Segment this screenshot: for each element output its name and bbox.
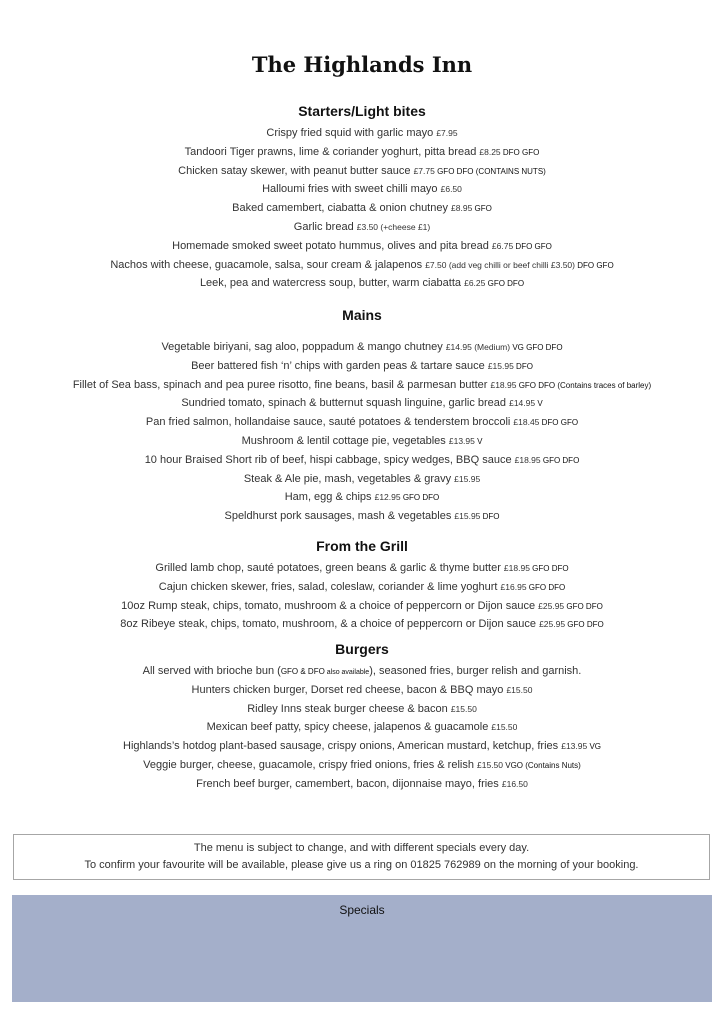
menu-item: [0, 775, 724, 794]
menu-item-tag: GFO: [472, 204, 492, 214]
menu-list: [0, 681, 724, 794]
menu-item-price: £13.95: [448, 435, 475, 446]
menu-item-text: 10oz Rump steak, chips, tomato, mushroom & a choice of peppercorn or Dijon sauce: [121, 599, 539, 612]
menu-item: [0, 274, 724, 293]
menu-item-price: £8.95: [451, 203, 473, 214]
menu-item-tag: V: [535, 399, 543, 409]
menu-list: [0, 338, 724, 526]
menu-item-tag: GFO DFO: [565, 620, 604, 630]
menu-item: [0, 413, 724, 432]
menu-item-text: Grilled lamb chop, sauté potatoes, green beans & garlic & thyme butter: [155, 562, 504, 574]
menu-item-text: Pan fried salmon, hollandaise sauce, sauté potatoes & tenderstem broccoli: [145, 416, 514, 429]
intro-tag: GFO & DFO: [280, 667, 325, 676]
menu-item-price: £15.95: [454, 511, 481, 522]
menu-item-tag: VG GFO DFO: [510, 343, 563, 352]
menu-item-text: Fillet of Sea bass, spinach and pea puree risotto, fine beans, basil & parmesan butter: [72, 378, 491, 391]
menu-item-text: 8oz Ribeye steak, chips, tomato, mushroom, & a choice of peppercorn or Dijon sauce: [120, 618, 540, 631]
menu-item-price: £7.50 (add veg chilli or beef chilli £3.50): [425, 259, 575, 270]
menu-item-price: £8.25: [479, 146, 501, 157]
menu-item: [0, 218, 724, 237]
menu-item-price: £25.95: [538, 600, 565, 611]
note-line-1: The menu is subject to change, and with different specials every day.: [193, 842, 530, 854]
menu-item-text: Crispy fried squid with garlic mayo: [266, 127, 437, 139]
menu-item-text: Tandoori Tiger prawns, lime & coriander yoghurt, pitta bread: [184, 145, 480, 158]
menu-item-text: French beef burger, camembert, bacon, dijonnaise mayo, fries: [196, 777, 502, 790]
section-heading: Starters/Light bites: [298, 103, 426, 119]
menu-item-tag: DFO GFO: [539, 418, 579, 428]
menu-item-tag: GFO DFO: [564, 601, 603, 611]
menu-item-tag: V: [474, 436, 483, 446]
menu-item-price: £13.95: [561, 741, 588, 752]
intro-small: also available: [324, 669, 370, 676]
menu-item-price: £3.50 (+cheese £1): [356, 221, 431, 232]
menu-item-text: Sundried tomato, spinach & butternut squash linguine, garlic bread: [181, 397, 510, 410]
menu-item: [0, 199, 724, 218]
menu-item: [0, 180, 724, 199]
specials-label: Specials: [339, 903, 385, 917]
menu-item-price: £16.95: [500, 581, 527, 592]
menu-item-tag: DFO GFO: [575, 260, 614, 270]
menu-item-text: Halloumi fries with sweet chilli mayo: [262, 183, 441, 196]
menu-item-text: Mushroom & lentil cottage pie, vegetables: [241, 434, 449, 447]
menu-item-tag: GFO DFO: [485, 279, 525, 289]
menu-item: [0, 237, 724, 256]
note-line-2: To confirm your favourite will be available, please give us a ring on 01825 762989 on the morning of your booking.: [84, 859, 639, 871]
menu-item-tag: DFO: [513, 361, 533, 371]
menu-item-price: £15.50: [450, 703, 477, 714]
menu-item: [0, 143, 724, 162]
menu-item-text: Steak & Ale pie, mash, vegetables & gravy: [243, 472, 455, 485]
menu-item-tag: GFO DFO (CONTAINS NUTS): [434, 166, 546, 176]
menu-item: [0, 432, 724, 451]
menu-item-tag: VG: [587, 742, 601, 752]
section-heading: Burgers: [335, 641, 389, 657]
menu-item-text: 10 hour Braised Short rib of beef, hispi cabbage, spicy wedges, BBQ sauce: [144, 453, 515, 466]
burgers-intro: [0, 662, 724, 681]
menu-item-price: £14.95 (Medium): [445, 342, 511, 352]
menu-item: [0, 488, 724, 507]
menu-item-text: Leek, pea and watercress soup, butter, warm ciabatta: [199, 277, 465, 290]
menu-item-price: £14.95: [509, 398, 536, 409]
menu-item-text: Ham, egg & chips: [284, 491, 375, 504]
menu-item: [0, 578, 724, 597]
menu-item-price: £6.25: [464, 278, 486, 289]
menu-item-price: £15.50: [506, 684, 533, 695]
menu-list: [0, 559, 724, 634]
booking-note: [13, 834, 710, 880]
intro-text-end: ), seasoned fries, burger relish and garnish.: [369, 665, 582, 677]
menu-item-text: Nachos with cheese, guacamole, salsa, sour cream & jalapenos: [110, 258, 426, 271]
menu-item-tag: GFO DFO: [540, 455, 580, 465]
menu-item-text: Beer battered fish ‘n’ chips with garden peas & tartare sauce: [191, 359, 488, 372]
menu-item: [0, 256, 724, 275]
menu-item-price: £6.50: [440, 184, 462, 195]
menu-list: [0, 124, 724, 293]
menu-item-text: Homemade smoked sweet potato hummus, olives and pita bread: [172, 239, 492, 252]
menu-item: [0, 470, 724, 489]
menu-item: [0, 681, 724, 700]
menu-item-text: Vegetable biriyani, sag aloo, poppadum & mango chutney: [161, 341, 446, 353]
menu-item-text: Garlic bread: [293, 220, 357, 233]
menu-item: [0, 394, 724, 413]
menu-item-text: Highlands’s hotdog plant-based sausage, crispy onions, American mustard, ketchup, fries: [123, 740, 562, 753]
intro-text: All served with brioche bun (: [142, 665, 281, 677]
menu-item: [0, 357, 724, 376]
menu-item-tag: GFO DFO: [400, 493, 440, 503]
menu-item: [0, 376, 724, 395]
menu-item: [0, 507, 724, 526]
menu-item: [0, 124, 724, 143]
section-heading: Mains: [342, 307, 382, 323]
menu-item: [0, 718, 724, 737]
menu-item-price: £7.75: [413, 165, 435, 176]
menu-item-text: Chicken satay skewer, with peanut butter sauce: [178, 164, 414, 177]
menu-item-tag: GFO DFO: [529, 564, 569, 573]
menu-item-price: £18.95: [514, 454, 541, 465]
menu-item: [0, 451, 724, 470]
menu-item-text: Hunters chicken burger, Dorset red cheese, bacon & BBQ mayo: [191, 683, 507, 696]
menu-item-tag: DFO GFO: [500, 147, 540, 157]
menu-item-price: £18.95: [503, 563, 530, 573]
burgers-section: [0, 638, 724, 794]
menu-item-price: £6.75: [491, 240, 514, 251]
menu-item-tag: GFO DFO (Contains traces of barley): [516, 380, 652, 390]
menu-item-price: £18.45: [513, 417, 540, 428]
mains-section: [0, 304, 724, 526]
menu-item-price: £12.95: [374, 492, 401, 503]
menu-item-price: £15.50: [477, 759, 504, 770]
menu-item-price: £18.95: [490, 379, 517, 390]
section-heading: From the Grill: [316, 538, 408, 554]
menu-item-price: £15.95: [487, 360, 514, 371]
menu-item-price: £7.95: [436, 128, 458, 138]
page-title: The Highlands Inn: [251, 52, 473, 77]
menu-item: [0, 162, 724, 181]
starters-section: [0, 100, 724, 293]
menu-item: [0, 597, 724, 616]
grill-section: [0, 535, 724, 634]
menu-item-text: Mexican beef patty, spicy cheese, jalapenos & guacamole: [206, 721, 492, 734]
menu-item-text: Speldhurst pork sausages, mash & vegetables: [224, 510, 455, 523]
menu-item-price: £25.95: [539, 619, 566, 630]
menu-item-text: Ridley Inns steak burger cheese & bacon: [247, 702, 451, 715]
menu-item-text: Baked camembert, ciabatta & onion chutney: [232, 202, 452, 215]
specials-panel: [12, 895, 712, 1002]
menu-item-price: £15.50: [491, 722, 518, 733]
menu-item-text: Veggie burger, cheese, guacamole, crispy fried onions, fries & relish: [143, 758, 478, 771]
menu-item-tag: DFO GFO: [513, 241, 552, 251]
menu-item: [0, 756, 724, 775]
menu-item-price: £16.50: [501, 778, 528, 789]
menu-item: [0, 615, 724, 634]
menu-item-tag: GFO DFO: [526, 582, 566, 592]
menu-item-text: Cajun chicken skewer, fries, salad, coleslaw, coriander & lime yoghurt: [158, 580, 501, 593]
menu-item-price: £15.95: [454, 473, 481, 484]
menu-item: [0, 737, 724, 756]
menu-item-tag: VGO (Contains Nuts): [503, 760, 581, 770]
menu-item: [0, 338, 724, 357]
menu-item: [0, 700, 724, 719]
menu-item-tag: DFO: [480, 512, 500, 522]
menu-item: [0, 559, 724, 578]
